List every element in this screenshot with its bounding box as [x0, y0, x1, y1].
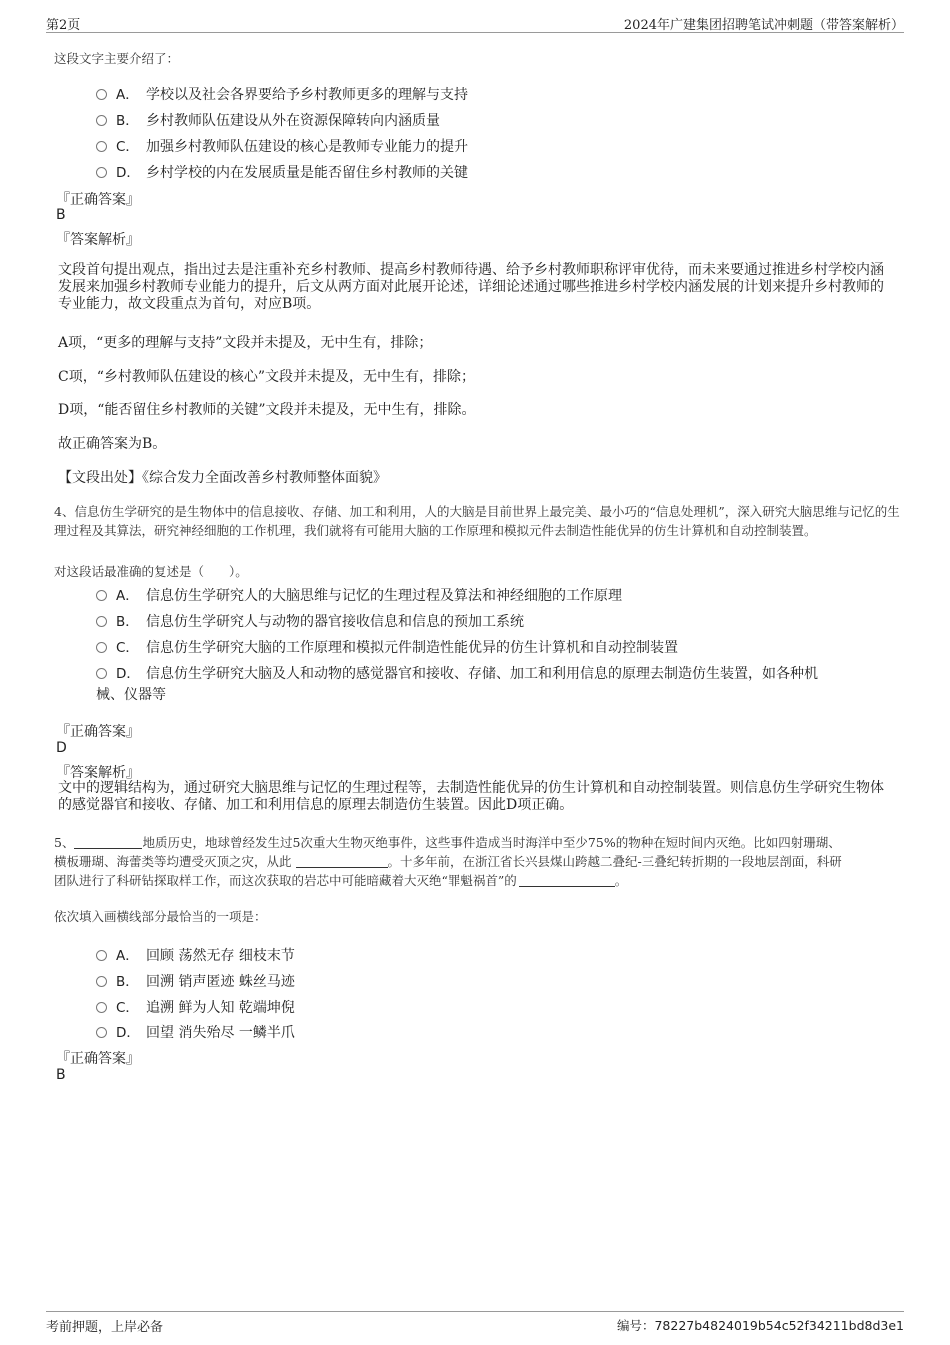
correct-answer: B — [56, 207, 66, 223]
analysis-label: 『答案解析』 — [56, 765, 140, 781]
question-stem: 4、信息仿生学研究的是生物体中的信息接收、存储、加工和利用，人的大脑是目前世界上最完美、最小巧的“信息处理机”，深入研究大脑思维与记忆的生理过程及其算法，研究神经细胞的工作机理，我们就将有可能用大脑的工作原理和模拟元件去制造性能优异的仿生计算机和自动控制装置。 — [54, 504, 900, 538]
blank-2[interactable] — [296, 855, 388, 868]
radio-icon[interactable] — [96, 1002, 107, 1013]
source-citation: 【文段出处】《综合发力全面改善乡村教师整体面貌》 — [58, 470, 387, 486]
option-b[interactable]: B． 回溯 销声匿迹 蛛丝马迹 — [96, 970, 295, 991]
option-c[interactable]: C． 加强乡村教师队伍建设的核心是教师专业能力的提升 — [96, 135, 468, 156]
answer-label: 『正确答案』 — [56, 192, 140, 208]
radio-icon[interactable] — [96, 167, 107, 178]
option-d[interactable]: D． 信息仿生学研究大脑及人和动物的感觉器官和接收、存储、加工和利用信息的原理去制造仿生装置，如各种机 — [96, 662, 818, 683]
option-b[interactable]: B． 信息仿生学研究人与动物的器官接收信息和信息的预加工系统 — [96, 610, 524, 631]
radio-icon[interactable] — [96, 115, 107, 126]
footer-slogan: 考前押题，上岸必备 — [46, 1320, 164, 1335]
document-id: 编号：78227b4824019b54c52f34211bd8d3e1 — [616, 1318, 904, 1333]
correct-answer: D — [56, 740, 67, 756]
analysis-option-a: A项，“更多的理解与支持”文段并未提及，无中生有，排除； — [58, 335, 433, 351]
radio-icon[interactable] — [96, 89, 107, 100]
analysis-option-d: D项，“能否留住乡村教师的关键”文段并未提及，无中生有，排除。 — [58, 402, 476, 418]
option-c[interactable]: C． 追溯 鲜为人知 乾端坤倪 — [96, 996, 295, 1017]
analysis-label: 『答案解析』 — [56, 232, 140, 248]
question-stem: 这段文字主要介绍了： — [54, 51, 180, 66]
question-prompt: 对这段话最准确的复述是（ ）。 — [54, 564, 248, 579]
question-stem: 5、 地质历史，地球曾经发生过5次重大生物灭绝事件，这些事件造成当时海洋中至少75%的物种在短时间内灭绝。比如四射珊瑚、 横板珊瑚、海蕾类等均遭受灭顶之灾，从此 。十多年前，在浙江省长兴县煤山跨越二叠纪-三叠纪转折期的一段地层剖面，科研 团队进行了科研钻探取样工作，而这次获取的岩芯中可能暗藏着大灭绝“罪魁祸首”的 。 — [54, 835, 842, 888]
option-b[interactable]: B． 乡村教师队伍建设从外在资源保障转向内涵质量 — [96, 109, 440, 130]
radio-icon[interactable] — [96, 950, 107, 961]
answer-label: 『正确答案』 — [56, 724, 140, 740]
analysis-text: 文中的逻辑结构为，通过研究大脑思维与记忆的生理过程等，去制造性能优异的仿生计算机和自动控制装置。则信息仿生学研究生物体的感觉器官和接收、存储、加工和利用信息的原理去制造仿生装置。因此D项正确。 — [58, 780, 884, 813]
option-c[interactable]: C． 信息仿生学研究大脑的工作原理和模拟元件制造性能优异的仿生计算机和自动控制装置 — [96, 636, 678, 657]
blank-3[interactable] — [519, 874, 615, 887]
option-d[interactable]: D． 乡村学校的内在发展质量是能否留住乡村教师的关键 — [96, 161, 468, 182]
radio-icon[interactable] — [96, 141, 107, 152]
answer-label: 『正确答案』 — [56, 1051, 140, 1067]
radio-icon[interactable] — [96, 616, 107, 627]
radio-icon[interactable] — [96, 642, 107, 653]
analysis-conclusion: 故正确答案为B。 — [58, 436, 167, 452]
option-d[interactable]: D． 回望 消失殆尽 一鳞半爪 — [96, 1021, 295, 1042]
correct-answer: B — [56, 1067, 66, 1083]
option-a[interactable]: A． 信息仿生学研究人的大脑思维与记忆的生理过程及算法和神经细胞的工作原理 — [96, 584, 622, 605]
page-header — [46, 14, 904, 33]
radio-icon[interactable] — [96, 976, 107, 987]
question-prompt: 依次填入画横线部分最恰当的一项是： — [54, 909, 267, 924]
option-a[interactable]: A． 学校以及社会各界要给予乡村教师更多的理解与支持 — [96, 83, 468, 104]
option-d-continued: 械、仪器等 — [96, 687, 166, 703]
analysis-text: 文段首句提出观点，指出过去是注重补充乡村教师、提高乡村教师待遇、给予乡村教师职称评审优待，而未来要通过推进乡村学校内涵发展来加强乡村教师专业能力的提升，后文从两方面对此展开论述，详细论述通过哪些推进乡村学校内涵发展的计划来提升乡村教师的专业能力，故文段重点为首句，对应B项。 — [58, 262, 884, 312]
document-title: 2024年广建集团招聘笔试冲刺题（带答案解析） — [623, 18, 904, 33]
page-number: 第2页 — [46, 18, 81, 33]
radio-icon[interactable] — [96, 668, 107, 679]
radio-icon[interactable] — [96, 590, 107, 601]
page-footer — [46, 1311, 904, 1335]
analysis-option-c: C项，“乡村教师队伍建设的核心”文段并未提及，无中生有，排除； — [58, 369, 476, 385]
blank-1[interactable] — [74, 836, 142, 849]
radio-icon[interactable] — [96, 1027, 107, 1038]
option-a[interactable]: A． 回顾 荡然无存 细枝末节 — [96, 944, 295, 965]
